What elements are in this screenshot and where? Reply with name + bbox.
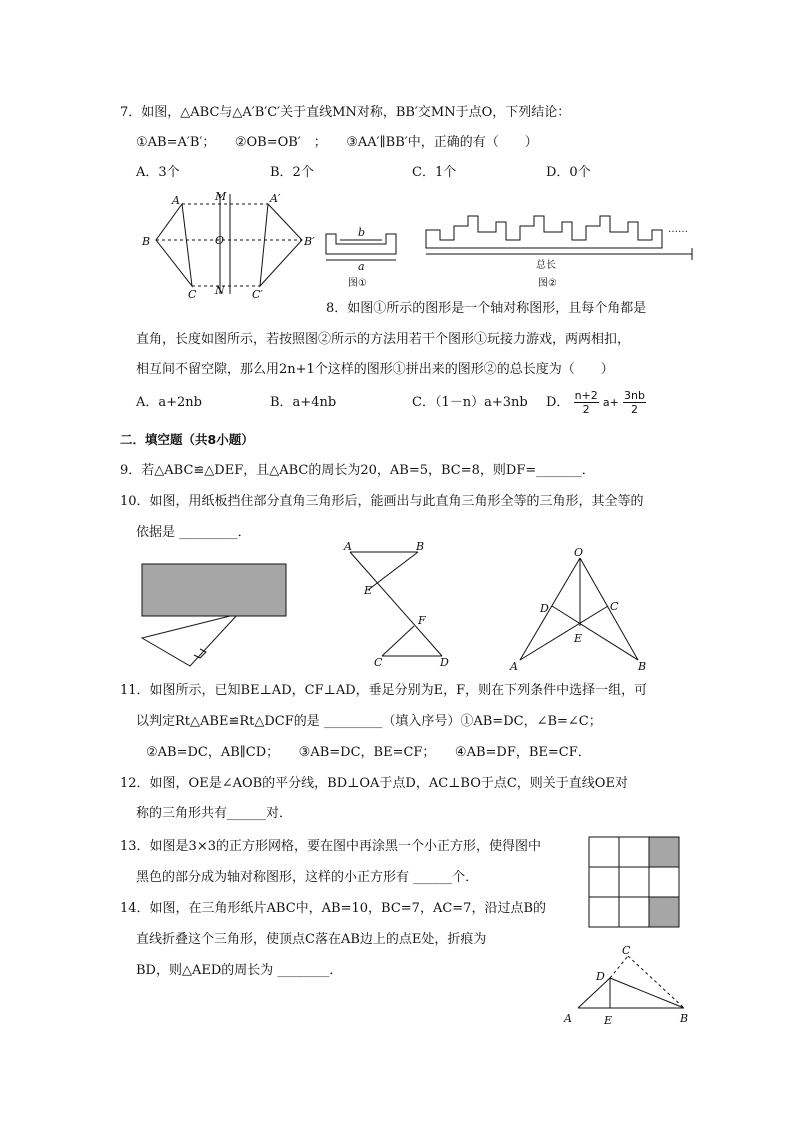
grid-cell xyxy=(589,837,619,867)
q12-label-A: A xyxy=(510,660,518,673)
q7-figure xyxy=(136,190,326,300)
q7-option-b: B．2个 xyxy=(270,165,314,180)
q7-label-A: A xyxy=(172,194,180,207)
q8-option-d-label: D． xyxy=(546,395,570,410)
q7-option-d: D．0个 xyxy=(546,165,591,180)
q12-label-B: B xyxy=(638,660,647,673)
grid-cell xyxy=(649,867,679,897)
q9-text: 9．若△ABC≌△DEF，且△ABC的周长为20，AB=5，BC=8，则DF=_______． xyxy=(120,463,595,478)
q14-line-1: 14．如图，在三角形纸片ABC中，AB=10，BC=7，AC=7，沿过点B的 xyxy=(120,901,547,916)
q8-figure-1 xyxy=(324,226,400,292)
q12-label-D: D xyxy=(540,602,549,615)
q7-label-A-prime: A′ xyxy=(270,192,281,205)
q10-figure-board xyxy=(136,562,292,670)
q14-label-D: D xyxy=(596,970,605,983)
q8-fig2-dots: …… xyxy=(668,224,688,235)
q8-option-d-mid: a+ xyxy=(602,396,619,409)
q7-label-C-prime: C′ xyxy=(252,288,263,301)
q8-option-d-den1: 2 xyxy=(582,403,590,416)
q10-line-2: 依据是 _________． xyxy=(136,525,251,540)
q14-label-A: A xyxy=(564,1012,572,1025)
q8-fig2-total: 总长 xyxy=(536,260,556,271)
q12-label-C: C xyxy=(610,600,619,613)
grid-cell xyxy=(619,867,649,897)
q8-stem-3: 相互间不留空隙，那么用2n+1个这样的图形①拼出来的图形②的总长度为（ ） xyxy=(136,362,614,377)
q7-label-B: B xyxy=(142,235,151,248)
grid-cell-shaded xyxy=(649,837,679,867)
q11-label-A: A xyxy=(344,540,352,553)
q14-line-2: 直线折叠这个三角形，使顶点C落在AB边上的点E处，折痕为 xyxy=(136,932,487,947)
grid-cell xyxy=(619,837,649,867)
q7-label-M: M xyxy=(215,190,227,203)
q7-option-c: C．1个 xyxy=(412,165,457,180)
q10-line-1: 10．如图，用纸板挡住部分直角三角形后，能画出与此直角三角形全等的三角形，其全等的 xyxy=(120,494,644,509)
q7-label-O: O xyxy=(215,234,225,247)
q7-conclusions: ①AB=A′B′； ②OB=OB′ ； ③AA′∥BB′中，正确的有（ ） xyxy=(136,135,538,150)
q8-option-a: A．a+2nb xyxy=(136,395,202,410)
q14-label-C: C xyxy=(622,944,631,957)
q11-label-D: D xyxy=(440,656,449,669)
section-2-title: 二．填空题（共8小题） xyxy=(120,432,254,447)
q11-label-C: C xyxy=(374,656,383,669)
q7-label-C: C xyxy=(188,288,197,301)
q14-label-E: E xyxy=(604,1014,613,1027)
q11-line-2: 以判定Rt△ABE≌Rt△DCF的是 _________（填入序号）①AB=DC，∠B=∠C； xyxy=(136,714,602,729)
q8-stem-2: 直角，长度如图所示，若按照图②所示的方法用若干个图形①玩接力游戏，两两相扣， xyxy=(136,332,631,347)
q7-option-a: A．3个 xyxy=(136,165,180,180)
q13-line-1: 13．如图是3×3的正方形网格，要在图中再涂黑一个小正方形，使得图中 xyxy=(120,839,541,854)
q12-line-1: 12．如图，OE是∠AOB的平分线，BD⊥OA于点D，AC⊥BO于点C，则关于直线OE对 xyxy=(120,776,628,791)
q8-option-b: B．a+4nb xyxy=(270,395,337,410)
q7-label-N: N xyxy=(215,284,225,297)
grid-cell xyxy=(589,867,619,897)
grid-cell-shaded xyxy=(649,897,679,927)
q8-option-c: C．（1－n）a+3nb xyxy=(412,395,528,410)
q14-line-3: BD，则△AED的周长为 ________． xyxy=(136,963,343,978)
q8-fig1-caption: 图① xyxy=(348,278,367,289)
q13-grid xyxy=(588,836,680,928)
q8-option-d-num2: 3nb xyxy=(624,389,645,402)
q8-option-d-num1: n+2 xyxy=(574,389,598,402)
q8-option-d-den2: 2 xyxy=(630,403,638,416)
q8-figure-2 xyxy=(424,208,704,294)
q14-label-B: B xyxy=(680,1012,689,1025)
q8-fig1-a: a xyxy=(358,260,365,273)
q7-label-B-prime: B′ xyxy=(304,235,315,248)
q8-option-d-frac2 xyxy=(623,389,646,416)
q11-line-1: 11．如图所示，已知BE⊥AD，CF⊥AD，垂足分别为E，F，则在下列条件中选择一组，可 xyxy=(120,683,648,698)
q8-option-d-frac1 xyxy=(574,389,599,416)
q11-label-F: F xyxy=(418,614,426,627)
q8-stem-1: 8．如图①所示的图形是一个轴对称图形，且每个角都是 xyxy=(326,301,647,316)
q8-fig2-caption: 图② xyxy=(538,278,557,289)
q11-label-E: E xyxy=(364,584,373,597)
grid-cell xyxy=(619,897,649,927)
q11-label-B: B xyxy=(416,540,425,553)
grid-cell xyxy=(589,897,619,927)
q12-label-E: E xyxy=(574,632,583,645)
q11-figure xyxy=(340,538,460,668)
q12-line-2: 称的三角形共有______对． xyxy=(136,806,293,821)
q8-fig1-b: b xyxy=(358,226,366,239)
q8-option-d xyxy=(546,389,646,416)
q13-line-2: 黑色的部分成为轴对称图形，这样的小正方形有 ______个． xyxy=(136,870,479,885)
q12-figure xyxy=(506,546,656,672)
q11-line-3: ②AB=DC，AB∥CD； ③AB=DC，BE=CF； ④AB=DF，BE=CF． xyxy=(146,745,591,760)
q12-label-O: O xyxy=(574,546,584,559)
q14-figure xyxy=(560,942,700,1032)
q7-stem: 7．如图，△ABC与△A′B′C′关于直线MN对称，BB′交MN于点O，下列结论： xyxy=(120,105,571,120)
